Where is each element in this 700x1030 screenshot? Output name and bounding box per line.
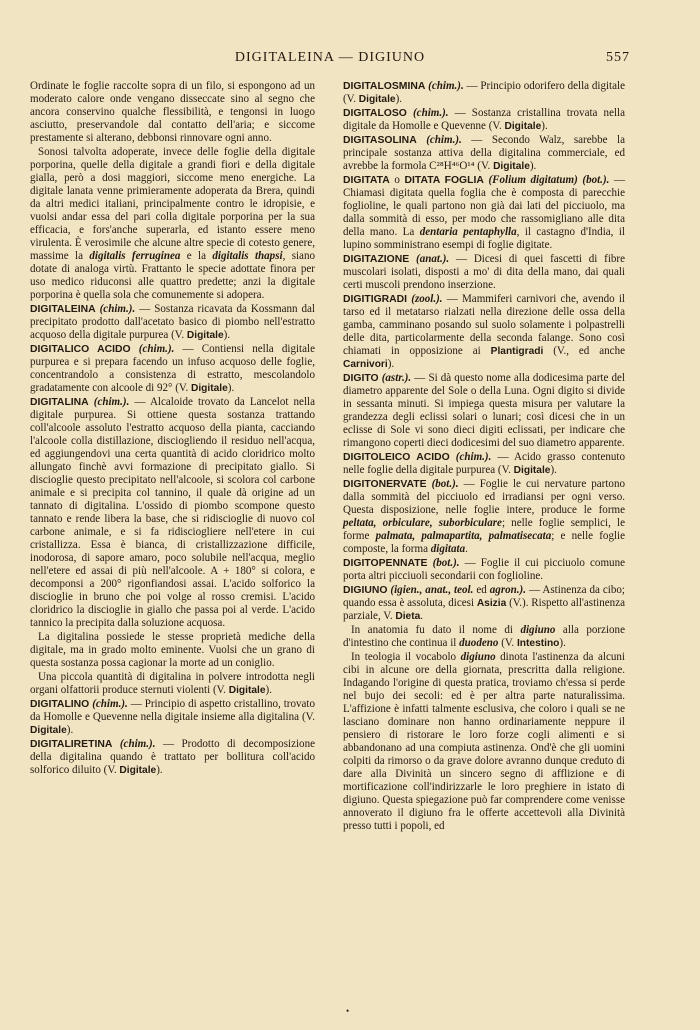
entry-digitonervate: DIGITONERVATE (bot.). — Foglie le cui nervature partono dalla sommità del picciuolo ed irradiansi per ogni verso. Questa disposizione, nelle foglie intere, produce le forme peltata, orbiculare, suborbiculare; nelle foglie semplici, le forme palmata, palmapartita, palmatisecata; e nelle foglie composte, la forma digitata. — [343, 478, 626, 555]
cross-reference: Asizia — [476, 598, 507, 609]
running-header — [30, 50, 630, 70]
headword: DIGITASOLINA — [343, 135, 417, 146]
right-column — [343, 80, 625, 834]
cross-reference: Intestino — [516, 638, 560, 649]
cross-reference: Digitale — [493, 161, 530, 172]
headword: DIGITOLEICO ACIDO — [343, 452, 450, 463]
entry-digitalosmina: DIGITALOSMINA (chim.). — Principio odorifero della digitale (V. Digitale). — [343, 80, 625, 105]
entry-digitoleico-acido: DIGITOLEICO ACIDO (chim.). — Acido grasso contenuto nelle foglie della digitale purpurea (V. Digitale). — [343, 451, 625, 476]
headword: DIGITIGRADI — [343, 294, 408, 305]
entry-digitalino: DIGITALINO (chim.). — Principio di aspetto cristallino, trovato da Homolle e Quevenne nella digitale insieme alla digitalina (V. Digitale). — [30, 698, 316, 736]
entry-digitalina: DIGITALINA (chim.). — Alcaloide trovato da Lancelot nella digitale purpurea. Si ottiene questa sostanza trattando coll'alcoole assoluto l'estratto acquoso della pianta, cacciando l'alcoole colla distillazione, disciogliendo il residuo nell'acqua, ed aggiungendovi una certa quantità di acido cloridrico molto allungato finchè avvi formazione di precipitato giallo. Si discioglie questo precipitato nell'alcoole, si scolora col carbone animale e si precipita col tannino, il quale dà origine ad un tannato di digitalina. L'ossido di piombo scompone questo tannato e rende libera la base, che si ridiscioglie di nuovo col carbone animale, e si fa ridisciogliere nell'etere in cui cristallizza. Essa è bianca, di cristallizzazione difficile, inodorosa, di sapore amaro, poco solubile nell'acqua, meglio nell'etere ed assai di più nell'alcoole. A + 180° si colora, e decomponsi a 200° rigonfiandosi assai. L'acido solforico la discioglie in bruno che poi volge al rosso cremisi. L'acido cloridrico la discioglie in giallo che passa poi al verde. L'acido tannico la precipita dalla soluzione acquosa. — [30, 396, 316, 629]
headword: DIGITAZIONE — [343, 254, 410, 265]
headword: DIGITATA — [343, 175, 390, 186]
entry-digitaloso: DIGITALOSO (chim.). — Sostanza cristallina trovata nella digitale da Homolle e Quevenne (V. Digitale). — [343, 107, 626, 132]
headword: DIGITONERVATE — [343, 479, 427, 490]
cross-reference: Digitale — [30, 725, 67, 736]
headword: DIGITALICO ACIDO — [30, 344, 131, 355]
paragraph: In anatomia fu dato il nome di digiuno alla porzione d'intestino che continua il duodeno (V. Intestino). — [343, 624, 625, 649]
cross-reference: Carnivori — [343, 359, 388, 370]
cross-reference: Digitale — [358, 94, 396, 105]
cross-reference: Digitale — [190, 383, 228, 394]
entry-digito: DIGITO (astr.). — Si dà questo nome alla dodicesima parte del diametro apparente del Sole o della Luna. Ogni digito si divide in sessanta minuti. Si impiega questa misura per valutare la grandezza degli eclissi solari o lunari; così dicesi che in un eclisse di Sole vi sono dieci digiti eclissati, per indicare che rimangono coperti dieci dodicesimi del suo diametro apparente. — [343, 372, 626, 449]
header-title: DIGITALEINA — DIGIUNO — [234, 50, 426, 65]
entry-digitazione: DIGITAZIONE (anat.). — Dicesi di quei fascetti di fibre muscolari isolati, disposti a mo' di dita della mano, dai quali certi muscoli prendono inserzione. — [343, 253, 626, 291]
entry-digitata: DIGITATA o DITATA FOGLIA (Folium digitatum) (bot.). — Chiamasi digitata quella foglia che è composta di parecchie foglioline, le quali partono non già dai lati del picciuolo, ma dalla sommità di esso, per modo che rassomigliano alle dita della mano. La dentaria pentaphylla, il castagno d'India, il lupino somministrano esempi di foglie digitate. — [343, 174, 626, 251]
entry-digitaliretina: DIGITALIRETINA (chim.). — Prodotto di decomposizione della digitalina quando è trattato per bollitura coll'acido solforico diluito (V. Digitale). — [30, 738, 315, 776]
entry-digitopennate: DIGITOPENNATE (bot.). — Foglie il cui picciuolo comune porta altri picciuoli secondarii con foglioline. — [343, 557, 625, 582]
paragraph: Sonosi talvolta adoperate, invece delle foglie della digitale porporina, quelle della digitale a grandi fiori e della digitale gialla, però a dosi maggiori, siccome meno energiche. La digitale lanata venne primieramente adoperata da Brera, quindi da altri medici italiani, principalmente contro le idropisie, e vuolsi andar essa del pari colla digitale porporina per la sua efficacia, e fors'anche superarla, ed istanto essere meno virulenta. È verosimile che alcune altre specie di cotesto genere, massime la digitalis ferruginea e la digitalis thapsi, siano dotate di analoga virtù. Frattanto le specie adottate finora per uso medico riduconsi alle quattro predette; anzi la digitale porporina è quella sola che comunemente si adopera. — [30, 146, 316, 301]
cross-reference: Digitale — [513, 465, 551, 476]
printer-mark: • — [346, 1006, 350, 1016]
headword: DIGIUNO — [343, 585, 388, 596]
paragraph: Una piccola quantità di digitalina in polvere introdotta negli organi olfattorii produce sternuti violenti (V. Digitale). — [30, 671, 315, 696]
cross-reference: Digitale — [228, 685, 266, 696]
headword: DIGITOPENNATE — [343, 558, 428, 569]
cross-reference: Digitale — [119, 765, 157, 776]
entry-digitaleina: DIGITALEINA (chim.). — Sostanza ricavata da Kossmann dal precipitato prodotto dall'acetato basico di piombo nell'estratto acquoso della digitale purpurea (V. Digitale). — [30, 303, 315, 341]
left-column — [30, 80, 315, 778]
headword: DIGITALINO — [30, 699, 90, 710]
headword: DIGITALEINA — [30, 304, 96, 315]
paragraph: Ordinate le foglie raccolte sopra di un filo, si espongono ad un moderato calore onde vengano disseccate sino al segno che ancora conservino qualche flessibilità, e tengonsi in luogo asciutto, preservandole dal contatto dell'aria; e siccome prestamente si alterano, debbonsi rinnovare ogni anno. — [30, 80, 315, 144]
headword: DIGITALOSO — [343, 108, 407, 119]
cross-reference: Dieta — [395, 611, 421, 622]
headword: DIGITALOSMINA — [343, 81, 426, 92]
paragraph: La digitalina possiede le stesse proprietà mediche della digitale, ma in grado molto eminente. Vuolsi che un grano di questa sostanza possa cagionar la morte ad un coniglio. — [30, 631, 315, 669]
entry-digiuno: DIGIUNO (igien., anat., teol. ed agron.). — Astinenza da cibo; quando essa è assoluta, dicesi Asizia (V.). Rispetto all'astinenza parziale, V. Dieta. — [343, 584, 625, 622]
headword: DIGITALINA — [30, 397, 89, 408]
entry-digitigradi: DIGITIGRADI (zool.). — Mammiferi carnivori che, avendo il tarso ed il metatarso rialzati nella direzione delle ossa della gamba, camminano posando sul suolo solamente i polpastrelli delle dita, particolarmente della seconda falange. Sono così chiamati in opposizione ai Plantigradi (V., ed anche Carnivori). — [343, 293, 626, 370]
headword: DIGITO — [343, 373, 379, 384]
cross-reference: Digitale — [504, 121, 542, 132]
entry-digitasolina: DIGITASOLINA (chim.). — Secondo Walz, sarebbe la principale sostanza attiva della digitalina commerciale, ed avrebbe la formola C²⁸H⁴⁶O¹⁴ (V. Digitale). — [343, 134, 626, 172]
page-number: 557 — [606, 50, 630, 65]
paragraph: In teologia il vocabolo digiuno dinota l'astinenza da alcuni cibi in alcune ore della giornata, prescritta dalla religione. Indagando l'origine di questa pratica, troviamo ch'essa si perde nel bujo dei secoli: ed è per altra parte naturalissima. L'affizione è infatti talmente esclusiva, che coloro i quali se ne lasciano dominare non hanno ordinariamente neppure il pensiero di ristorare le loro forze cogli alimenti e si abbandonano ad una compiuta astinenza. Ond'è che gli uomini colpiti da rimorso o da grave dolore avranno dunque creduto di dare alla Divinità un sincero segno di afflizione e di mortificazione coll'indirizzarle le loro preghiere in istato di digiuno. Questa spiegazione può far comprendere come venisse annoverato il digiuno fra le offerte accettevoli alla Divinità presso tutti i popoli, ed — [343, 651, 625, 832]
headword: DIGITALIRETINA — [30, 739, 113, 750]
cross-reference: Plantigradi — [490, 346, 544, 357]
entry-digitalico-acido: DIGITALICO ACIDO (chim.). — Contiensi nella digitale purpurea e si prepara facendo un infuso acquoso delle foglie, concentrandolo a consistenza di estratto, mescolandolo gradatamente con alcoole di 92° (V. Digitale). — [30, 343, 315, 394]
cross-reference: Digitale — [186, 330, 224, 341]
headword: DITATA FOGLIA — [404, 175, 484, 186]
